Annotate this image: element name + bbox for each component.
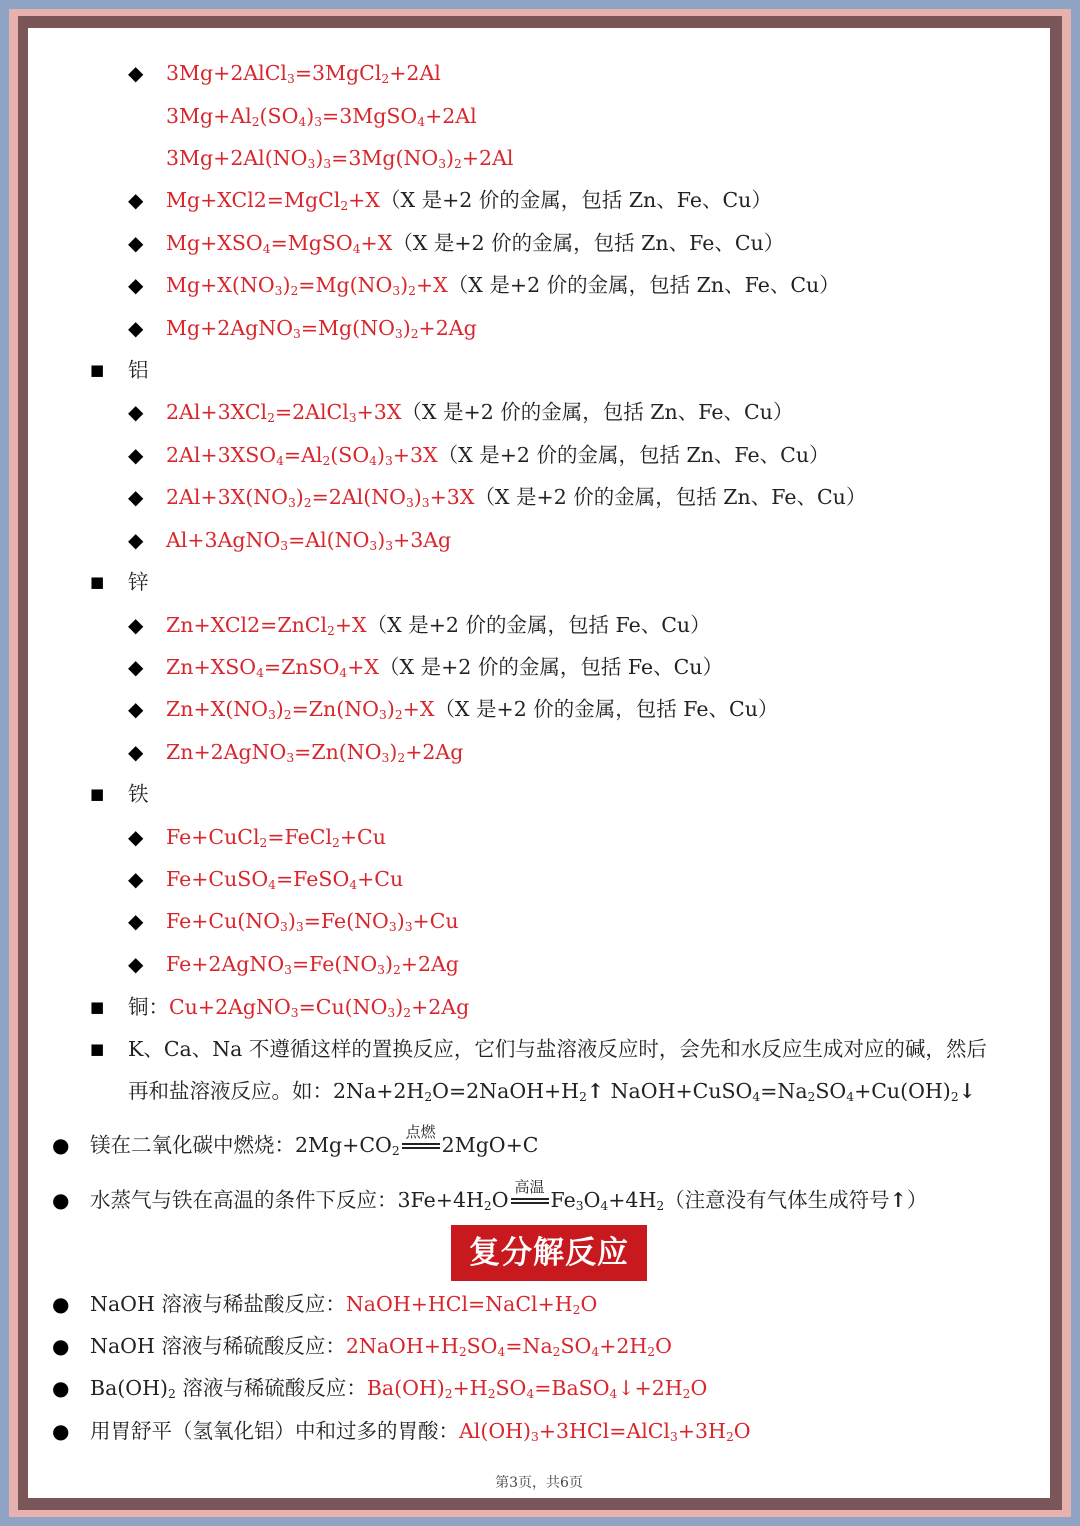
dot-bullet-icon: ●	[52, 1133, 70, 1157]
equation-fe-agno3: $Fe+2AgNO_3=Fe(NO_3)_2+2Ag$	[166, 952, 459, 978]
alkali-note-line2: 再和盐溶液反应。如：$2Na+2H_2O=2NaOH+H_2↑$ $NaOH+CuSO_4=Na_2SO_4+Cu(OH)_2↓$	[128, 1079, 976, 1105]
aloh3-label: 用胃舒平（氢氧化铝）中和过多的胃酸：	[90, 1419, 459, 1443]
square-bullet-icon: ■	[90, 785, 105, 803]
diamond-bullet-icon: ◆	[128, 316, 144, 340]
diamond-bullet-icon: ◆	[128, 485, 144, 509]
equation-mg-alcl3: 3Mg+2AlCl$_3$=3MgCl$_2$+2Al	[166, 61, 441, 87]
equation-zn-xso4: $Zn+XSO_4=ZnSO_4+X(X$ 是+2 价的金属，包括 Fe、Cu）	[166, 655, 723, 681]
mg-co2-label: 镁在二氧化碳中燃烧：	[90, 1133, 295, 1157]
diamond-bullet-icon: ◆	[128, 273, 144, 297]
baoh2-h2so4-line: $Ba(OH)_2$ 溶液与稀硫酸反应：$Ba(OH)_2+H_2SO_4=BaSO_4↓+2H_2O$	[90, 1376, 708, 1402]
diamond-bullet-icon: ◆	[128, 909, 144, 933]
equation-zn-xcl2: Zn+XCl2=ZnCl$_2$+X（X 是+2 价的金属，包括 Fe、Cu）	[166, 613, 711, 639]
equation-fe-cucl2: Fe+CuCl$_2$=FeCl$_2$+Cu	[166, 825, 386, 851]
condition-high-temp-label: 高温	[514, 1178, 545, 1196]
square-bullet-icon: ■	[90, 573, 105, 591]
equation-fe-cuso4: Fe+CuSO$_4$=FeSO$_4$+Cu	[166, 867, 404, 893]
diamond-bullet-icon: ◆	[128, 655, 144, 679]
diamond-bullet-icon: ◆	[128, 61, 144, 85]
mg-co2-line: 镁在二氧化碳中燃烧：$2Mg+CO_2$ 点燃 2MgO+C	[90, 1123, 539, 1159]
gas-up-arrow-icon: ↑	[586, 1079, 605, 1103]
gas-up-arrow-icon: ↑	[889, 1188, 907, 1212]
aloh3-hcl-line: 用胃舒平（氢氧化铝）中和过多的胃酸：$Al(OH)_3+3HCl=AlCl_3+3H_2O$	[90, 1419, 751, 1445]
equation-fe-cuno33: $Fe+Cu(NO_3)_3=Fe(NO_3)_3+Cu$	[166, 909, 459, 935]
x-metal-note: （X 是+2 价的金属，包括 Fe、Cu）	[434, 697, 779, 721]
equation-al-xno32: $2Al+3X(NO_3)_2=2Al(NO_3)_3+3X(X$ 是+2 价的金属，包括 Zn、Fe、Cu）	[166, 485, 867, 511]
x-metal-note: （X 是+2 价的金属，包括 Zn、Fe、Cu）	[379, 188, 772, 212]
precipitate-down-arrow-icon: ↓	[958, 1079, 976, 1103]
x-metal-note: （X 是+2 价的金属，包括 Fe、Cu）	[366, 613, 711, 637]
alkali-note-line1: K、Ca、Na 不遵循这样的置换反应，它们与盐溶液反应时，会先和水反应生成对应的碱，然后	[128, 1037, 987, 1061]
x-metal-note: （X 是+2 价的金属，包括 Zn、Fe、Cu）	[392, 231, 785, 255]
dot-bullet-icon: ●	[52, 1419, 70, 1443]
dot-bullet-icon: ●	[52, 1292, 70, 1316]
equation-mg-xno32: $Mg+X(NO_3)_2=Mg(NO_3)_2+X(X$ 是+2 价的金属，包括 Zn、Fe、Cu）	[166, 273, 840, 299]
equation-mg-alno33: $3Mg+2Al(NO_3)_3=3Mg(NO_3)_2+2Al$	[166, 146, 514, 172]
alkali-note-prefix: 再和盐溶液反应。如：	[128, 1079, 333, 1103]
naoh-h2so4-line: NaOH 溶液与稀硫酸反应：$2NaOH+H_2SO_4=Na_2SO_4+2H_2O$	[90, 1334, 672, 1360]
condition-ignite-label: 点燃	[405, 1123, 436, 1141]
steam-iron-label: 水蒸气与铁在高温的条件下反应：	[90, 1188, 398, 1212]
baoh2-label: $Ba(OH)_2$ 溶液与稀硫酸反应：	[90, 1376, 367, 1402]
steam-note: （注意没有气体生成符号	[664, 1188, 890, 1212]
diamond-bullet-icon: ◆	[128, 952, 144, 976]
x-metal-note: （X 是+2 价的金属，包括 Zn、Fe、Cu）	[437, 443, 830, 467]
diamond-bullet-icon: ◆	[128, 528, 144, 552]
section-label-iron: 铁	[128, 782, 149, 806]
square-bullet-icon: ■	[90, 1040, 105, 1058]
naoh-hcl-line: NaOH 溶液与稀盐酸反应：$NaOH+HCl=NaCl+H_2O$	[90, 1292, 598, 1318]
equation-mg-xcl2: Mg+XCl2=MgCl$_2$+X（X 是+2 价的金属，包括 Zn、Fe、Cu）	[166, 188, 772, 214]
diamond-bullet-icon: ◆	[128, 867, 144, 891]
dot-bullet-icon: ●	[52, 1334, 70, 1358]
diamond-bullet-icon: ◆	[128, 825, 144, 849]
square-bullet-icon: ■	[90, 361, 105, 379]
dot-bullet-icon: ●	[52, 1188, 70, 1212]
equation-mg-al2so43: $3Mg+Al_2(SO_4)_3=3MgSO_4+2Al$	[166, 104, 477, 130]
diamond-bullet-icon: ◆	[128, 231, 144, 255]
section-label-aluminium: 铝	[128, 358, 149, 382]
copper-line: 铜：$Cu+2AgNO_3=Cu(NO_3)_2+2Ag$	[128, 995, 470, 1021]
steam-iron-line: 水蒸气与铁在高温的条件下反应：$3Fe+4H_2O$ 高温 $Fe_3O_4+4H_2$（注意没有气体生成符号↑）	[90, 1178, 928, 1214]
diamond-bullet-icon: ◆	[128, 697, 144, 721]
x-metal-note: （X 是+2 价的金属，包括 Zn、Fe、Cu）	[447, 273, 840, 297]
reaction-condition	[509, 1178, 551, 1214]
equation-zn-agno3: $Zn+2AgNO_3=Zn(NO_3)_2+2Ag$	[166, 740, 464, 766]
equation-mg-agno3: $Mg+2AgNO_3=Mg(NO_3)_2+2Ag$	[166, 316, 477, 342]
x-metal-note: （X 是+2 价的金属，包括 Zn、Fe、Cu）	[474, 485, 867, 509]
diamond-bullet-icon: ◆	[128, 740, 144, 764]
equation-al-xcl2: 2Al+3XCl$_2$=2AlCl$_3$+3X（X 是+2 价的金属，包括 Zn、Fe、Cu）	[166, 400, 794, 426]
diamond-bullet-icon: ◆	[128, 443, 144, 467]
dot-bullet-icon: ●	[52, 1376, 70, 1400]
section-heading-double-displacement: 复分解反应	[451, 1225, 647, 1281]
diamond-bullet-icon: ◆	[128, 613, 144, 637]
equation-al-xso4: $2Al+3XSO_4=Al_2(SO_4)_3+3X(X$ 是+2 价的金属，包括 Zn、Fe、Cu）	[166, 443, 830, 469]
square-bullet-icon: ■	[90, 998, 105, 1016]
section-label-zinc: 锌	[128, 570, 149, 594]
equation-al-agno3: $Al+3AgNO_3=Al(NO_3)_3+3Ag$	[166, 528, 452, 554]
naoh-h2so4-label: NaOH 溶液与稀硫酸反应：	[90, 1334, 346, 1358]
page-number-footer: 第3页，共6页	[495, 1475, 583, 1491]
steam-note-end: ）	[906, 1188, 928, 1212]
document-page	[28, 28, 1050, 1498]
section-label-copper: 铜：	[128, 995, 169, 1019]
reaction-condition	[400, 1123, 442, 1159]
x-metal-note: （X 是+2 价的金属，包括 Zn、Fe、Cu）	[401, 400, 794, 424]
equation-zn-xno32: $Zn+X(NO_3)_2=Zn(NO_3)_2+X(X$ 是+2 价的金属，包括 Fe、Cu）	[166, 697, 779, 723]
equation-mg-xso4: $Mg+XSO_4=MgSO_4+X(X$ 是+2 价的金属，包括 Zn、Fe、Cu）	[166, 231, 785, 257]
naoh-hcl-label: NaOH 溶液与稀盐酸反应：	[90, 1292, 346, 1316]
diamond-bullet-icon: ◆	[128, 188, 144, 212]
diamond-bullet-icon: ◆	[128, 400, 144, 424]
x-metal-note: （X 是+2 价的金属，包括 Fe、Cu）	[379, 655, 723, 679]
